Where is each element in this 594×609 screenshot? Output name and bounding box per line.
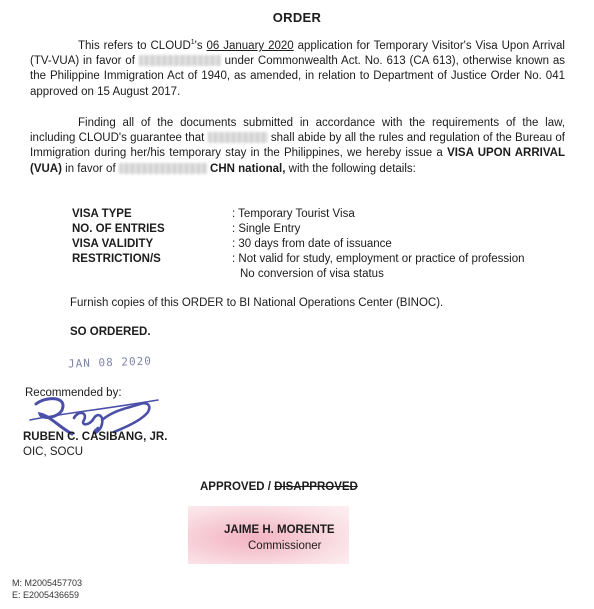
so-ordered-text: SO ORDERED. [70, 326, 151, 338]
visa-details [72, 207, 572, 282]
commissioner-name: JAIME H. MORENTE [224, 524, 335, 536]
redacted-name [119, 163, 207, 174]
paragraph-application: This refers to CLOUD$^1$'s 06 January 2020 application for Temporary Visitor's Visa Upon Arrival (TV-VUA) in favor of under Commonwealth Act. No. 613 (CA 613), otherwise known as the Philippine Immigration Act of 1940, as amended, in relation to Department of Justice Order No. 041 approved on 15 August 2017. [30, 39, 565, 98]
paragraph-findings: Finding all of the documents submitted in accordance with the requirements of the law, including CLOUD's guarantee that shall abide by all the rules and regulation of the Bureau of Immigration during her/his temporary stay in the Philippines, we hereby issue a VISA UPON ARRIVAL (VUA) in favor of CHN national, with the following details: [30, 117, 565, 175]
detail-row-visa-type: VISA TYPE : Temporary Tourist Visa [72, 208, 355, 220]
reference-m: M: M2005457703 [12, 578, 83, 588]
recommended-by-label: Recommended by: [25, 387, 122, 399]
application-date: 06 January 2020 [206, 40, 294, 52]
reference-e: E: E2005436659 [12, 590, 80, 600]
detail-row-restrictions: RESTRICTION/S : Not valid for study, employment or practice of profession No conversion of visa status [72, 253, 525, 280]
detail-row-validity: VISA VALIDITY : 30 days from date of issuance [72, 238, 392, 250]
redacted-name [139, 55, 221, 66]
redacted-name [208, 132, 268, 143]
recommender-name: RUBEN C. CASIBANG, JR. [23, 431, 168, 443]
furnish-copies-text: Furnish copies of this ORDER to BI National Operations Center (BINOC). [70, 297, 444, 309]
commissioner-title: Commissioner [248, 540, 322, 552]
date-stamp: JAN 08 2020 [67, 354, 153, 371]
approval-status: APPROVED / DISAPPROVED [200, 481, 358, 493]
document-title: ORDER [272, 10, 322, 25]
detail-row-entries: NO. OF ENTRIES : Single Entry [72, 223, 301, 235]
recommender-title: OIC, SOCU [23, 446, 84, 458]
